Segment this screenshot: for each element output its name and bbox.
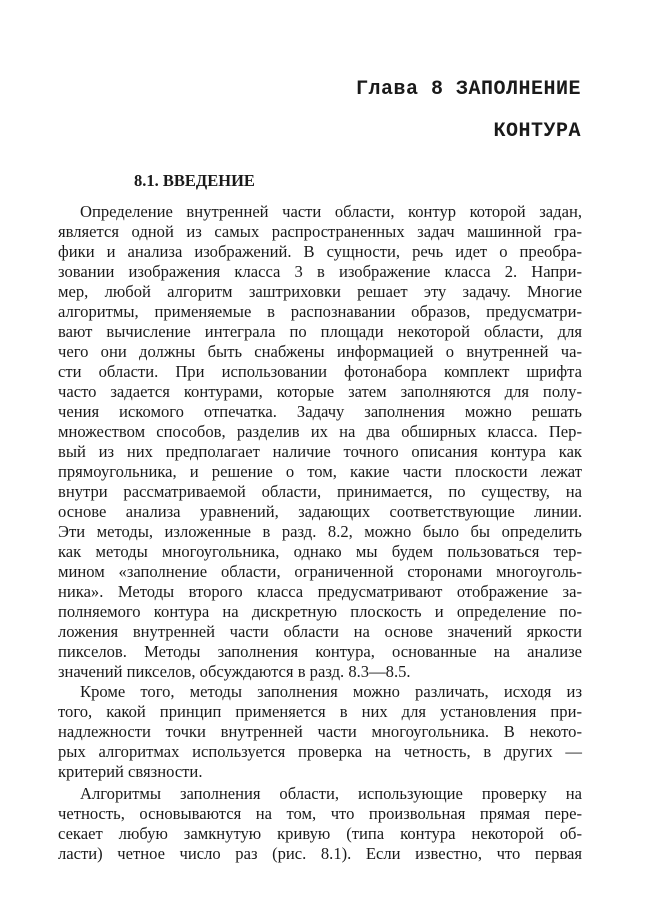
text-line: полняемого контура на дискретную плоскость и определение по- [58, 602, 582, 621]
text-line: мер, любой алгоритм заштриховки решает эту задачу. Многие [58, 282, 582, 301]
text-line: фики и анализа изображений. В сущности, речь идет о преобра- [58, 242, 582, 261]
text-line: основе анализа уравнений, задающих соответствующие линии. [58, 502, 582, 521]
text-line: секает любую замкнутую кривую (типа контура некоторой об- [58, 824, 582, 843]
text-line: Кроме того, методы заполнения можно различать, исходя из [80, 682, 582, 701]
text-line: внутри рассматриваемой области, принимается, по существу, на [58, 482, 582, 501]
text-line: Алгоритмы заполнения области, использующие проверку на [80, 784, 582, 803]
text-line: часто задается контурами, которые затем заполняются для полу- [58, 382, 582, 401]
text-line: рых алгоритмах используется проверка на четность, в других — [58, 742, 582, 761]
text-line: вый из них предполагает наличие точного описания контура как [58, 442, 582, 461]
text-line: пикселов. Методы заполнения контура, основанные на анализе [58, 642, 582, 661]
text-line: ласти) четное число раз (рис. 8.1). Если известно, что первая [58, 844, 582, 863]
text-line: Определение внутренней части области, контур которой задан, [80, 202, 582, 221]
text-line: сти области. При использовании фотонабора комплект шрифта [58, 362, 582, 381]
text-line: ника». Методы второго класса предусматривают отображение за- [58, 582, 582, 601]
text-line: множеством способов, разделив их на два обширных класса. Пер- [58, 422, 582, 441]
text-line: критерий связности. [58, 762, 203, 781]
section-heading: 8.1. ВВЕДЕНИЕ [134, 171, 255, 190]
text-line: того, какой принцип применяется в них для установления при- [58, 702, 582, 721]
text-line: алгоритмы, применяемые в распознавании образов, предусматри- [58, 302, 582, 321]
text-line: чения искомого отпечатка. Задачу заполнения можно решать [58, 402, 582, 421]
chapter-title-line1: Глава 8 ЗАПОЛНЕНИЕ [355, 78, 581, 101]
text-line: как методы многоугольника, однако мы будем пользоваться тер- [58, 542, 582, 561]
text-line: значений пикселов, обсуждаются в разд. 8.3—8.5. [58, 662, 411, 681]
text-line: является одной из самых распространенных задач машинной гра- [58, 222, 582, 241]
text-line: четность, основываются на том, что произвольная прямая пере- [58, 804, 582, 823]
text-line: ложения внутренней части области на основе значений яркости [58, 622, 582, 641]
chapter-title-line2: КОНТУРА [493, 120, 581, 143]
text-line: вают вычисление интеграла по площади некоторой области, для [58, 322, 582, 341]
text-line: зовании изображения класса 3 в изображение класса 2. Напри- [58, 262, 582, 281]
text-line: мином «заполнение области, ограниченной сторонами многоуголь- [58, 562, 582, 581]
text-line: надлежности точки внутренней части многоугольника. В некото- [58, 722, 582, 741]
text-line: Эти методы, изложенные в разд. 8.2, можно было бы определить [58, 522, 582, 541]
text-line: прямоугольника, и решение о том, какие части плоскости лежат [58, 462, 582, 481]
text-line: чего они должны быть снабжены информацией о внутренней ча- [58, 342, 582, 361]
